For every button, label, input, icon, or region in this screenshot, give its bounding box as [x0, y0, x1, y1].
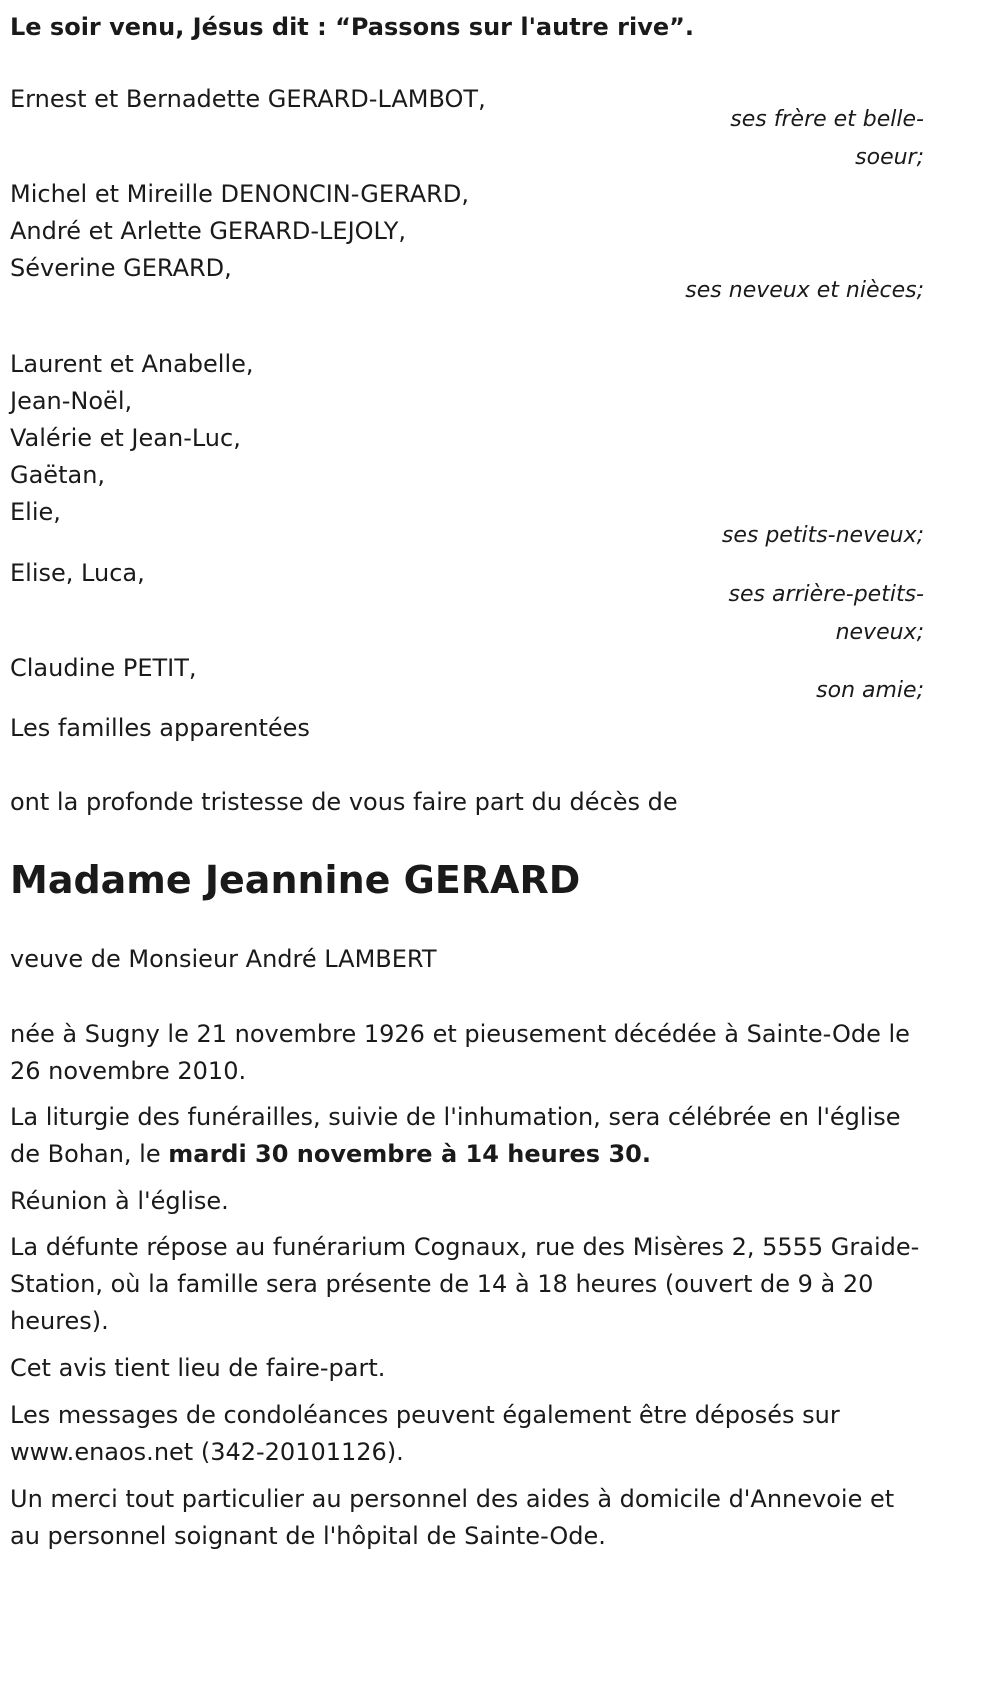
family-nephew-2: André et Arlette GERARD-LEJOLY, — [10, 217, 407, 245]
family-grandnephew-5: Elie, — [10, 498, 61, 526]
role-nephews: ses neveux et nièces; — [685, 278, 924, 303]
role-friend: son amie; — [816, 678, 924, 703]
funeral-info — [10, 1099, 924, 1173]
funeral-datetime: mardi 30 novembre à 14 heures 30. — [168, 1140, 651, 1168]
notice: Cet avis tient lieu de faire-part. — [10, 1354, 386, 1382]
family-greatgrandnephews: Elise, Luca, — [10, 559, 145, 587]
role-grandnephews: ses petits-neveux; — [721, 523, 924, 548]
family-friend: Claudine PETIT, — [10, 654, 197, 682]
family-grandnephew-3: Valérie et Jean-Luc, — [10, 424, 241, 452]
family-nephew-1: Michel et Mireille DENONCIN-GERARD, — [10, 180, 469, 208]
condolences: Les messages de condoléances peuvent également être déposés sur www.enaos.net (342-20101126). — [10, 1401, 840, 1466]
announcement: ont la profonde tristesse de vous faire part du décès de — [10, 788, 678, 816]
thanks: Un merci tout particulier au personnel des aides à domicile d'Annevoie et au personnel soignant de l'hôpital de Sainte-Ode. — [10, 1485, 895, 1550]
family-brother: Ernest et Bernadette GERARD-LAMBOT, — [10, 85, 486, 113]
family-grandnephew-2: Jean-Noël, — [10, 387, 133, 415]
funeral-text: La liturgie des funérailles, suivie de l'inhumation, sera célébrée en l'église de Bohan, le — [10, 1103, 901, 1168]
family-grandnephew-1: Laurent et Anabelle, — [10, 350, 254, 378]
family-relatives: Les familles apparentées — [10, 714, 310, 742]
family-nephew-3: Séverine GERARD, — [10, 254, 232, 282]
role-brother: ses frère et belle-soeur; — [730, 107, 924, 170]
family-grandnephew-4: Gaëtan, — [10, 461, 106, 489]
meeting: Réunion à l'église. — [10, 1187, 229, 1215]
funerarium: La défunte répose au funérarium Cognaux, rue des Misères 2, 5555 Graide-Station, où la famille sera présente de 14 à 18 heures (ouvert de 9 à 20 heures). — [10, 1233, 920, 1335]
role-greatgrandnephews: ses arrière-petits-neveux; — [728, 582, 924, 645]
widow-of: veuve de Monsieur André LAMBERT — [10, 945, 437, 973]
deceased-name: Madame Jeannine GERARD — [10, 858, 581, 902]
epigraph: Le soir venu, Jésus dit : “Passons sur l'autre rive”. — [10, 13, 695, 41]
birth-death: née à Sugny le 21 novembre 1926 et pieusement décédée à Sainte-Ode le 26 novembre 2010. — [10, 1020, 910, 1085]
